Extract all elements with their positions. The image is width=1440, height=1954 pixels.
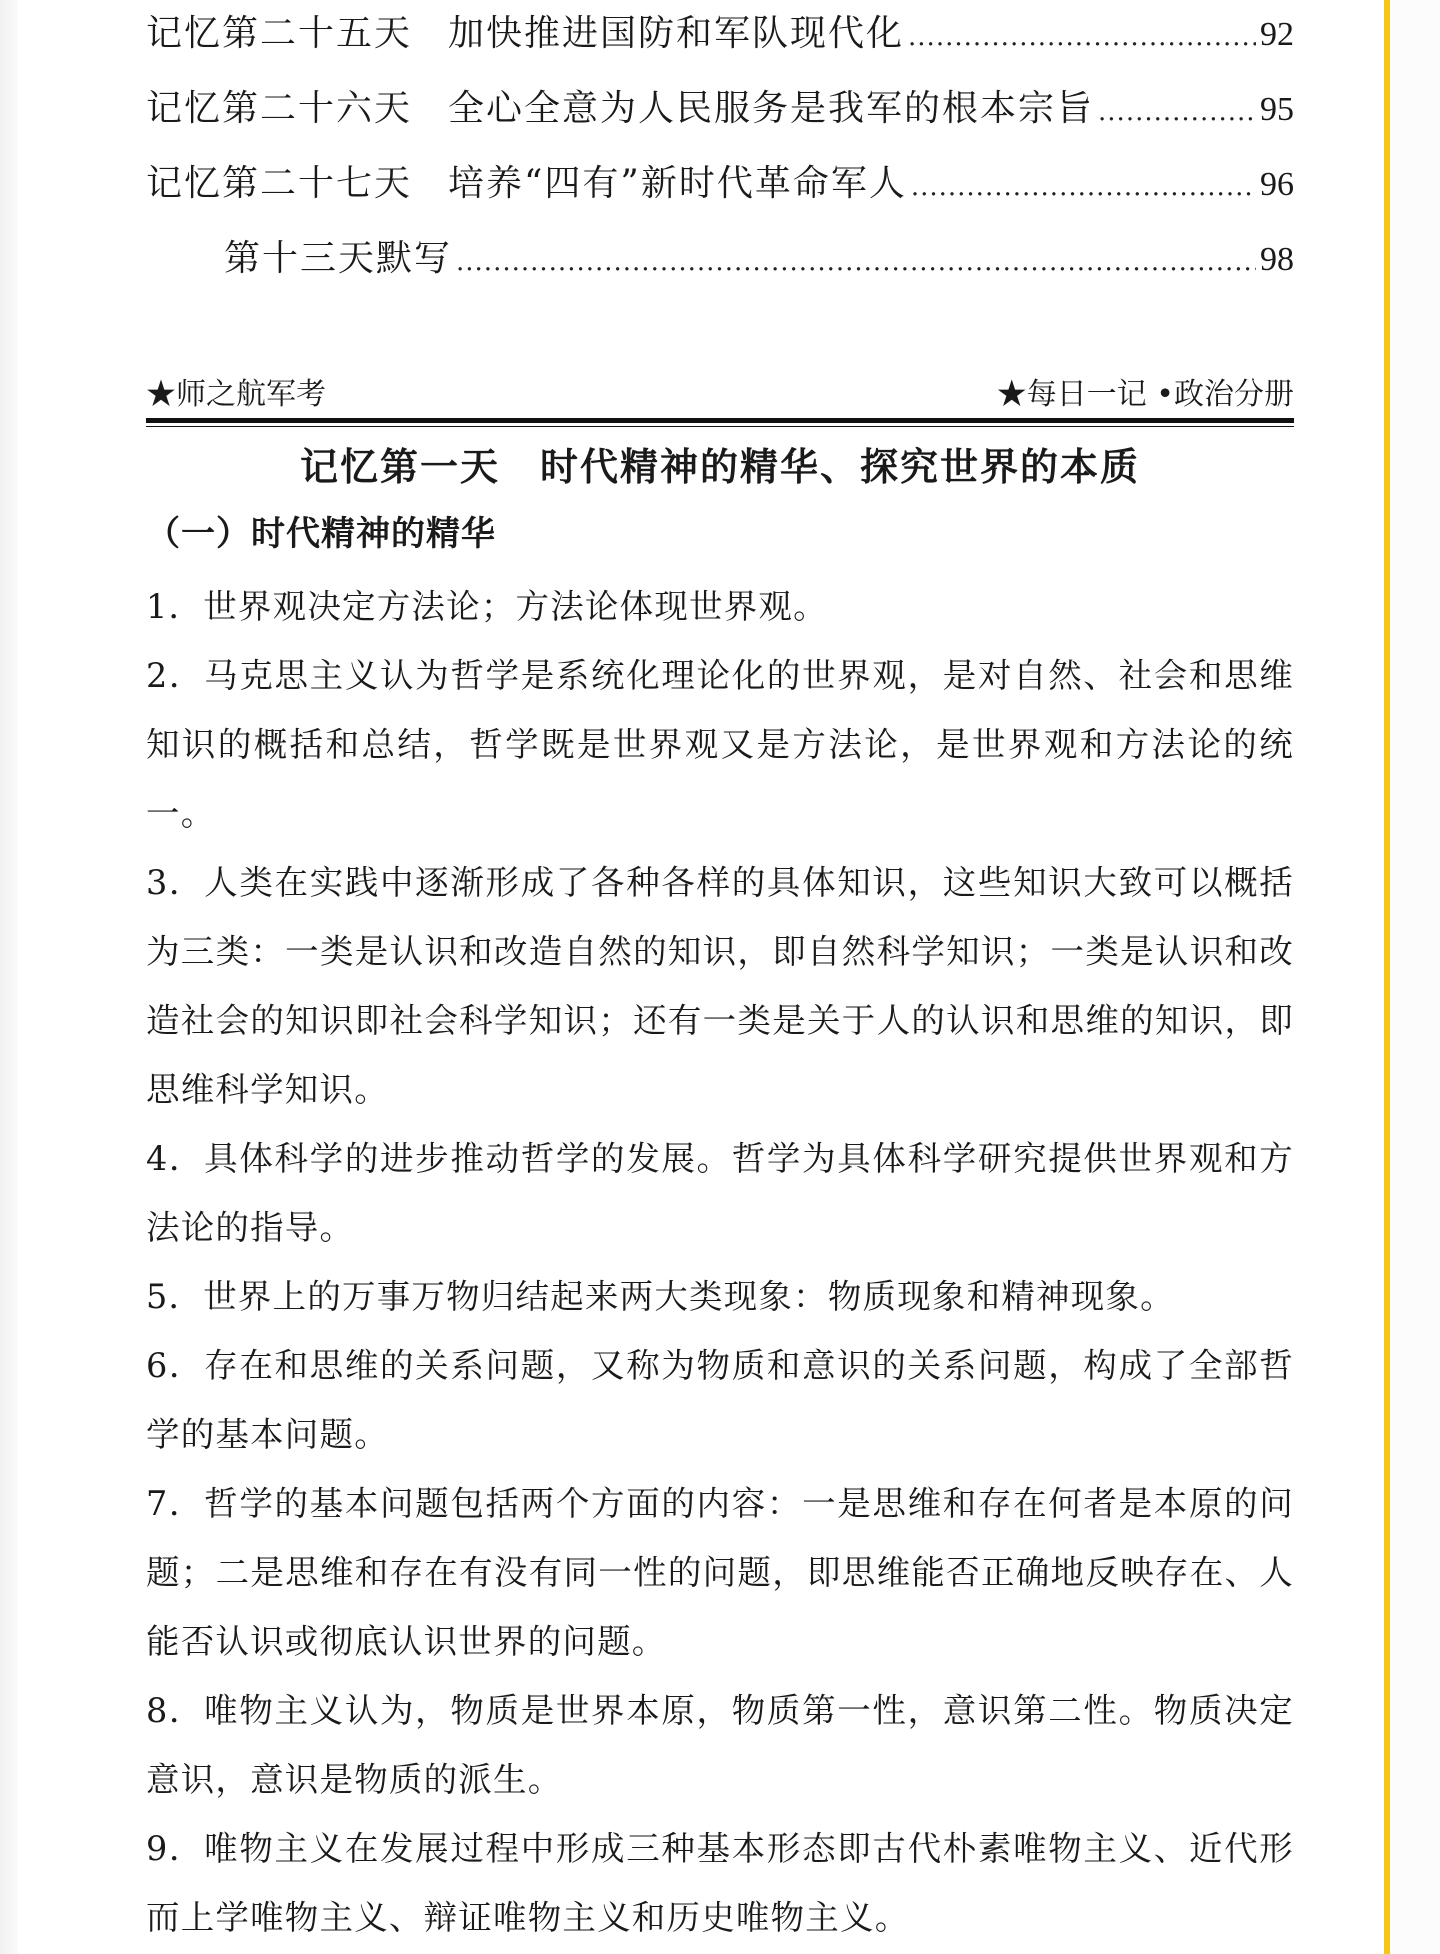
toc-page-number: 92 — [1260, 16, 1294, 53]
toc-entry[interactable] — [146, 79, 1294, 139]
header-rule-thick — [146, 418, 1294, 423]
toc-entry[interactable] — [146, 154, 1294, 214]
toc-entry[interactable] — [146, 229, 1294, 289]
toc-day: 记忆第二十五天 — [146, 13, 413, 54]
toc-page-number: 95 — [1260, 91, 1294, 128]
toc-title: 加快推进国防和军队现代化 — [448, 13, 905, 54]
paragraph: 9．唯物主义在发展过程中形成三种基本形态即古代朴素唯物主义、近代形而上学唯物主义、辩证唯物主义和历史唯物主义。 — [146, 1829, 1294, 1937]
toc-leader-dots — [1098, 82, 1256, 142]
toc-day: 记忆第二十六天 — [146, 88, 413, 129]
toc-day: 第十三天默写 — [224, 238, 453, 279]
paragraph: 5．世界上的万事万物归结起来两大类现象：物质现象和精神现象。 — [146, 1277, 1175, 1316]
right-margin — [1390, 0, 1440, 1954]
header-rule-thin — [146, 426, 1294, 427]
body-text — [146, 572, 1294, 1952]
toc-leader-dots — [908, 7, 1256, 67]
paragraph: 4．具体科学的进步推动哲学的发展。哲学为具体科学研究提供世界观和方法论的指导。 — [146, 1139, 1294, 1247]
toc-leader-dots — [456, 232, 1256, 292]
header-publisher: ★师之航军考 — [146, 377, 326, 412]
paragraph: 2．马克思主义认为哲学是系统化理论化的世界观，是对自然、社会和思维知识的概括和总结，哲学既是世界观又是方法论，是世界观和方法论的统一。 — [146, 656, 1294, 833]
toc-entry[interactable] — [146, 4, 1294, 64]
paragraph: 3．人类在实践中逐渐形成了各种各样的具体知识，这些知识大致可以概括为三类：一类是认识和改造自然的知识，即自然科学知识；一类是认识和改造社会的知识即社会科学知识；还有一类是关于人的认识和思维的知识，即思维科学知识。 — [146, 863, 1294, 1109]
paragraph: 6．存在和思维的关系问题，又称为物质和意识的关系问题，构成了全部哲学的基本问题。 — [146, 1346, 1294, 1454]
left-margin — [0, 0, 18, 1954]
toc-day: 记忆第二十七天 — [146, 163, 413, 204]
toc-leader-dots — [911, 157, 1256, 217]
header-volume: ★每日一记 •政治分册 — [996, 377, 1294, 412]
paragraph: 1．世界观决定方法论；方法论体现世界观。 — [146, 587, 828, 626]
toc-page-number: 98 — [1260, 241, 1294, 278]
paragraph: 8．唯物主义认为，物质是世界本原，物质第一性，意识第二性。物质决定意识，意识是物质的派生。 — [146, 1691, 1294, 1799]
running-header — [146, 370, 1294, 420]
toc-title: 全心全意为人民服务是我军的根本宗旨 — [448, 88, 1095, 129]
section-title: （一）时代精神的精华 — [146, 514, 496, 554]
chapter-title: 记忆第一天 时代精神的精华、探究世界的本质 — [299, 445, 1140, 489]
paragraph: 7．哲学的基本问题包括两个方面的内容：一是思维和存在何者是本原的问题；二是思维和存在有没有同一性的问题，即思维能否正确地反映存在、人能否认识或彻底认识世界的问题。 — [146, 1484, 1294, 1661]
toc-page-number: 96 — [1260, 166, 1294, 203]
toc-title: 培养“四有”新时代革命军人 — [448, 163, 907, 204]
